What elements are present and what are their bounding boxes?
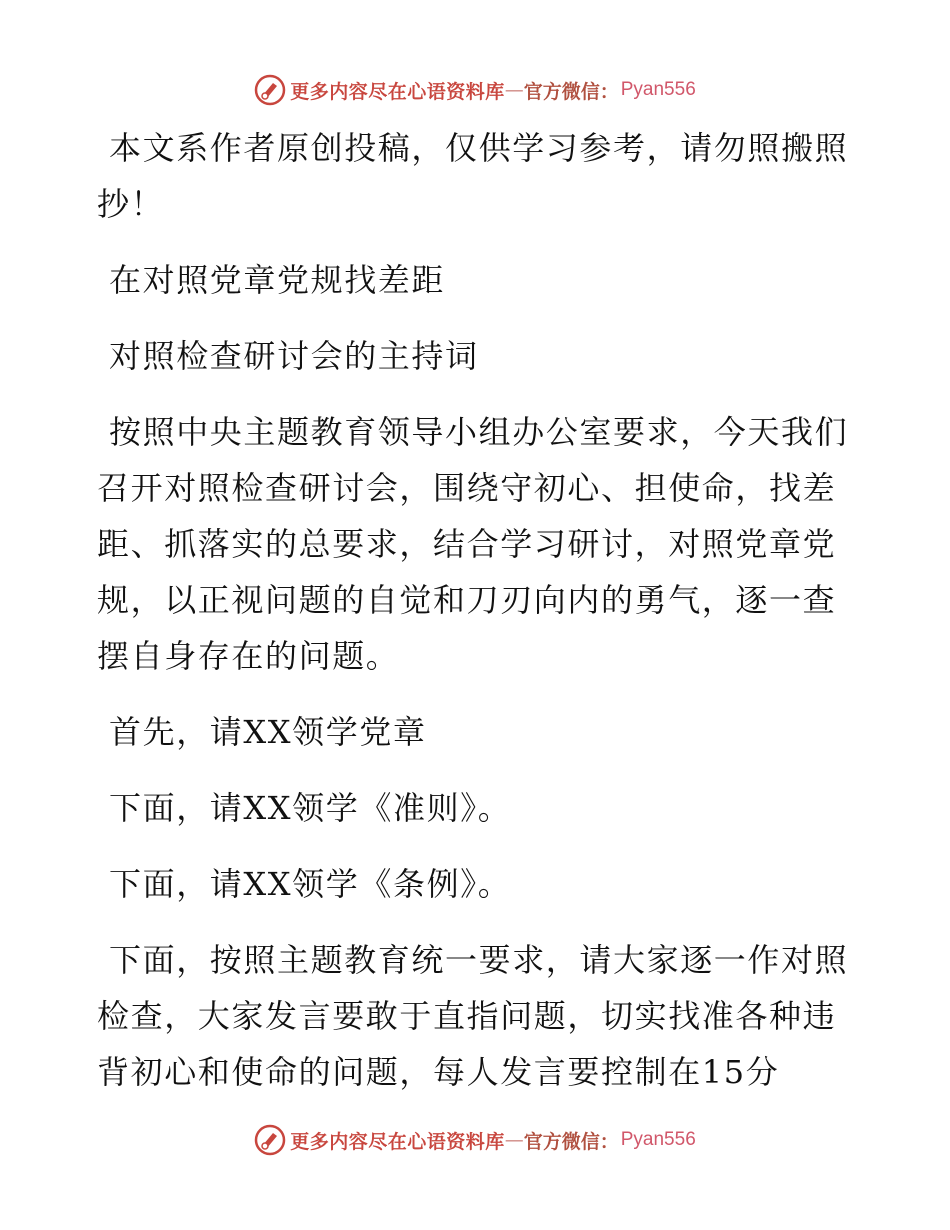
banner-wechat-id: Pyan556 — [620, 1129, 696, 1150]
banner-separator: — — [504, 1129, 524, 1151]
brand-logo-icon — [254, 74, 286, 106]
banner-main-text: 更多内容尽在心语资料库 — [290, 80, 505, 103]
paragraph-title-line-2: 对照检查研讨会的主持词 — [109, 337, 479, 375]
banner-official-label: 官方微信： — [523, 1130, 619, 1153]
footer-watermark-banner — [0, 1120, 950, 1160]
document-body — [97, 120, 857, 1120]
paragraph-second-study: 下面，请XX领学《准则》。 — [109, 789, 512, 827]
banner-official-label: 官方微信： — [523, 80, 619, 103]
paragraph-first-study: 首先，请XX领学党章 — [109, 713, 427, 751]
paragraph-disclaimer: 本文系作者原创投稿，仅供学习参考，请勿照搬照抄！ — [97, 129, 849, 223]
banner-separator: — — [504, 79, 524, 101]
paragraph-self-check: 下面，按照主题教育统一要求，请大家逐一作对照检查，大家发言要敢于直指问题，切实找准各种违背初心和使命的问题，每人发言要控制在15分 — [97, 941, 849, 1091]
paragraph-third-study: 下面，请XX领学《条例》。 — [109, 865, 512, 903]
paragraph-title-line-1: 在对照党章党规找差距 — [109, 261, 446, 299]
banner-wechat-id: Pyan556 — [620, 79, 696, 100]
paragraph-intro: 按照中央主题教育领导小组办公室要求，今天我们召开对照检查研讨会，围绕守初心、担使命，找差距、抓落实的总要求，结合学习研讨，对照党章党规，以正视问题的自觉和刀刃向内的勇气，逐一查摆自身存在的问题。 — [97, 413, 849, 675]
banner-main-text: 更多内容尽在心语资料库 — [290, 1130, 505, 1153]
brand-logo-icon — [254, 1124, 286, 1156]
header-watermark-banner — [0, 70, 950, 110]
